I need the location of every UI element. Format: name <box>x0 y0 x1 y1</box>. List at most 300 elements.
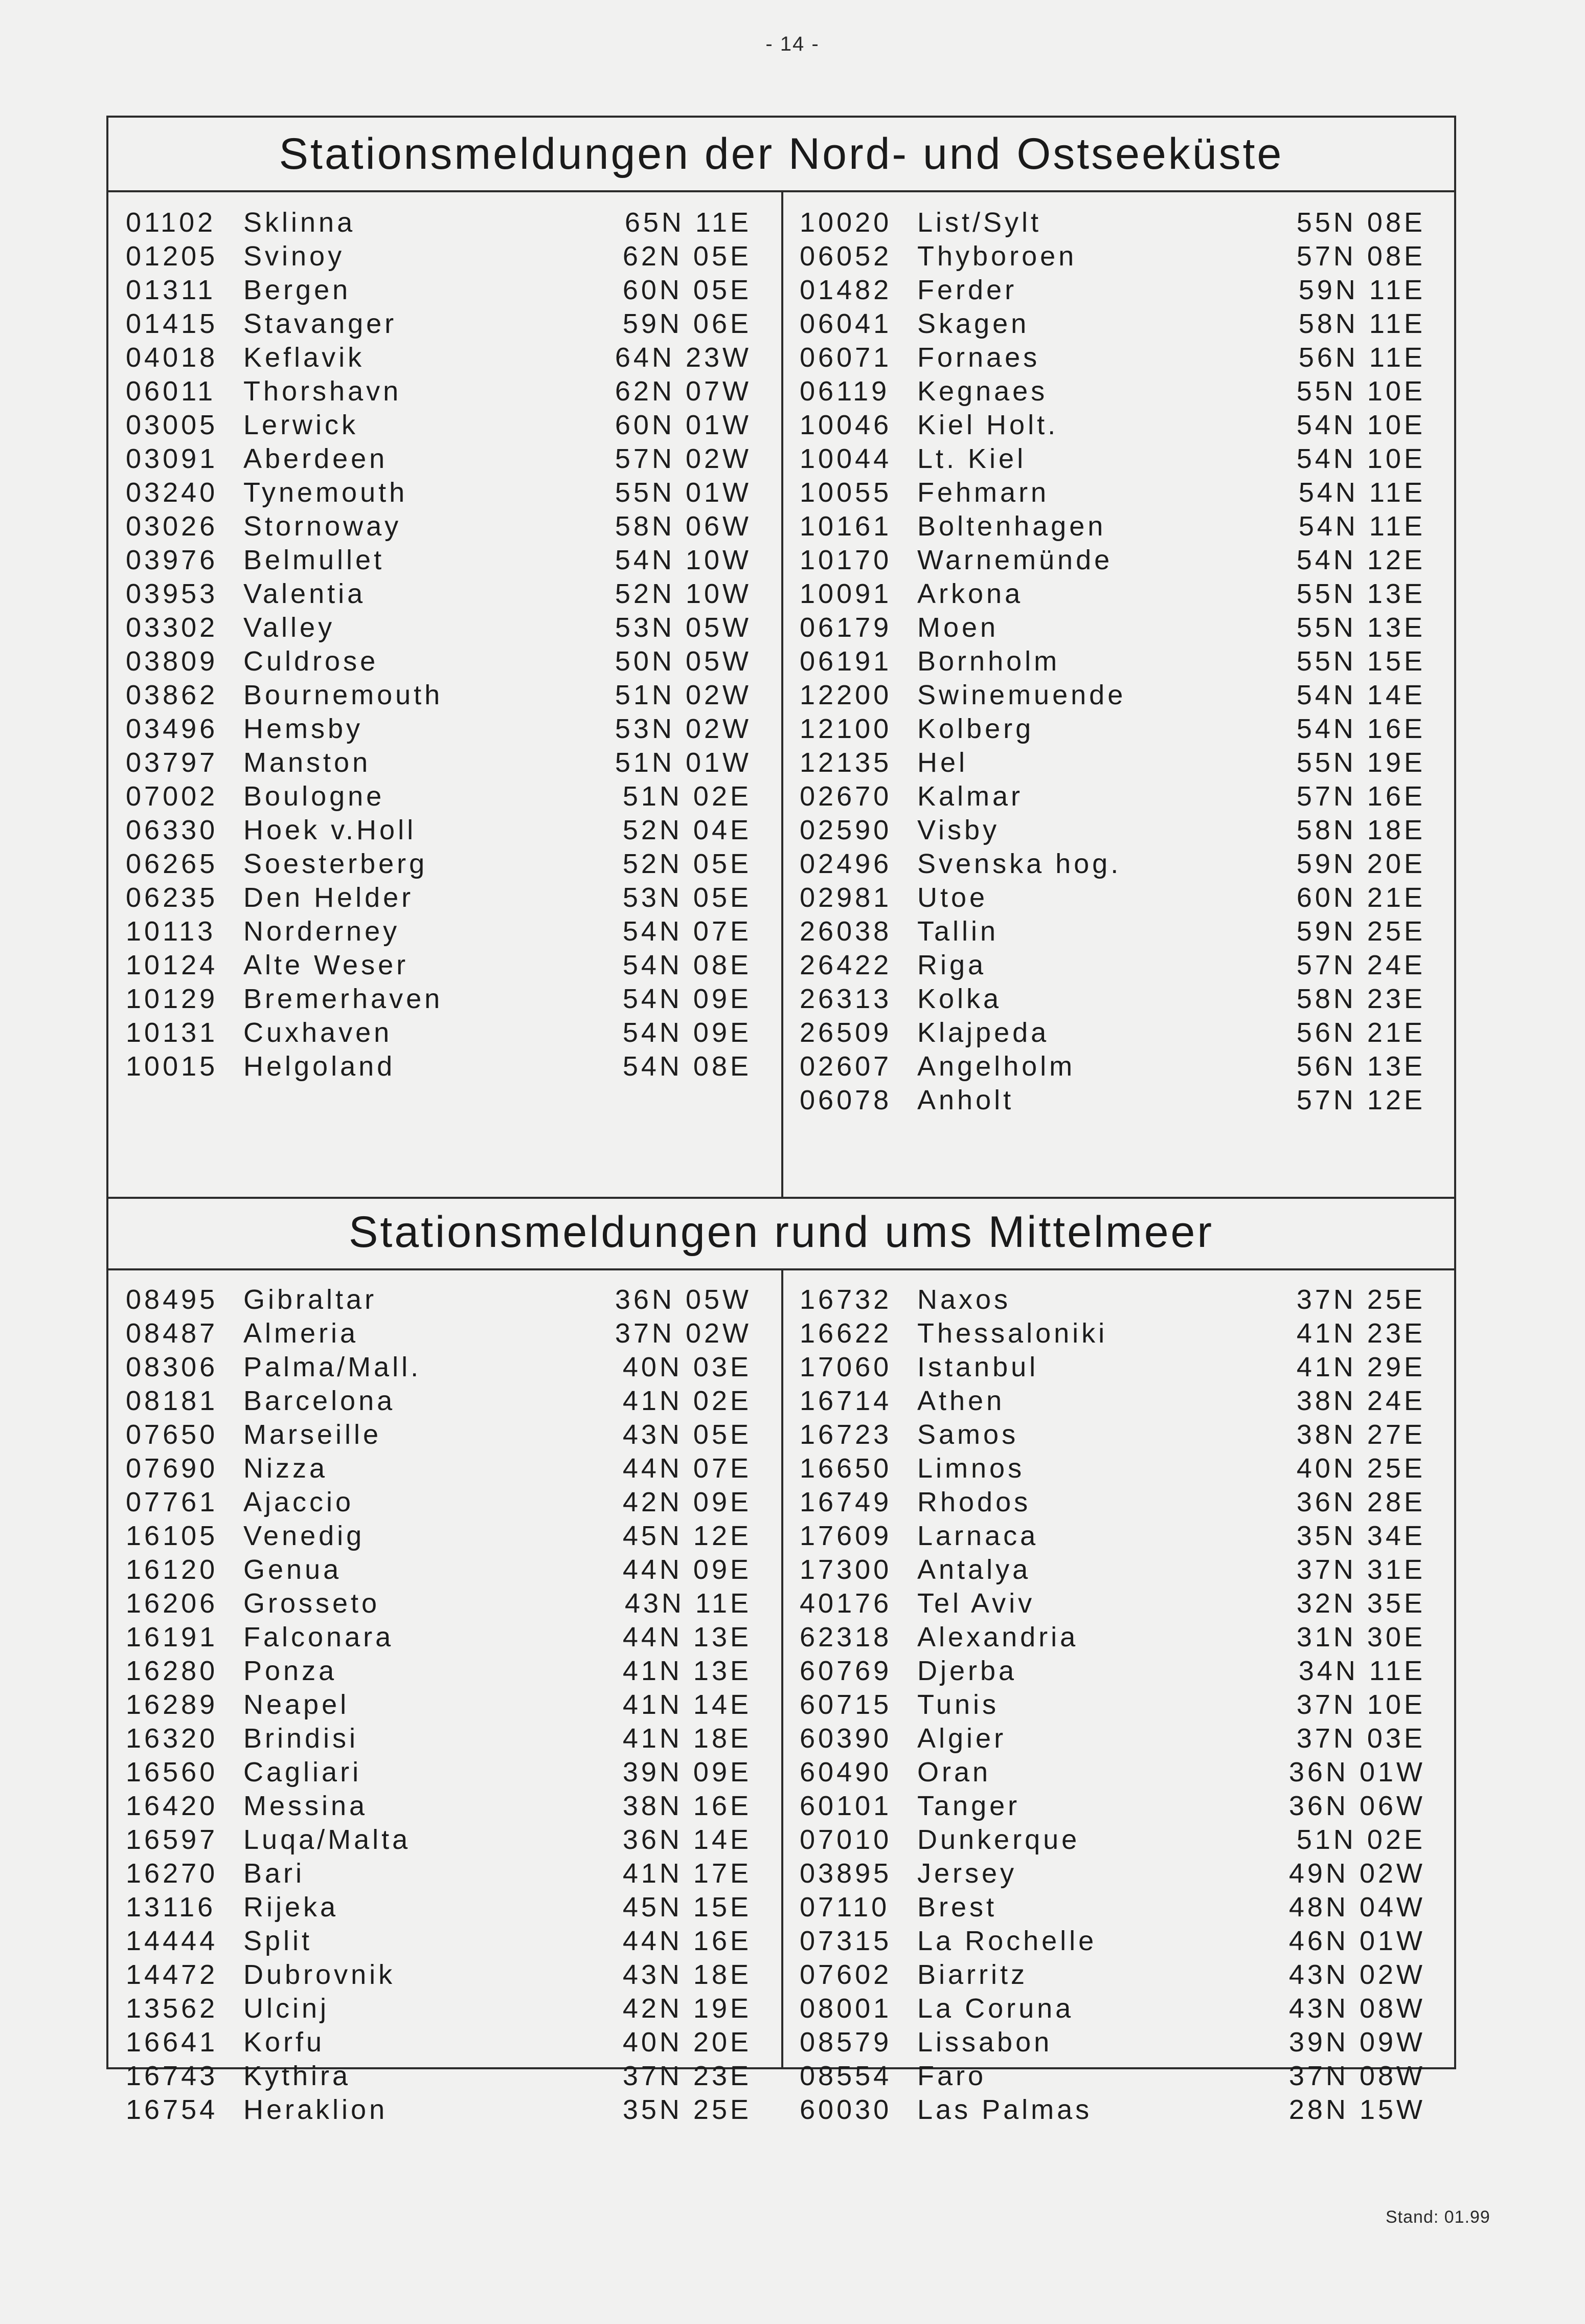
station-coordinates: 62N 07W <box>615 376 752 407</box>
station-code: 26509 <box>800 1017 892 1048</box>
station-coordinates: 37N 31E <box>1296 1554 1425 1585</box>
station-code: 17300 <box>800 1554 892 1585</box>
station-coordinates: 55N 08E <box>1296 207 1425 238</box>
station-name: Fehmarn <box>917 477 1050 508</box>
station-coordinates: 52N 04E <box>622 815 752 845</box>
station-code: 16714 <box>800 1386 892 1416</box>
station-coordinates: 34N 11E <box>1298 1656 1425 1686</box>
station-name: Hemsby <box>243 713 364 744</box>
station-row <box>108 779 773 813</box>
station-table-med-right <box>782 1283 1447 2127</box>
station-code: 17609 <box>800 1521 892 1551</box>
station-row <box>108 1688 773 1722</box>
station-coordinates: 56N 11E <box>1298 342 1425 373</box>
station-coordinates: 43N 05E <box>622 1419 752 1450</box>
station-code: 08554 <box>800 2061 892 2091</box>
station-code: 06119 <box>800 376 890 407</box>
station-name: Brest <box>917 1892 998 1923</box>
station-name: Moen <box>917 612 999 643</box>
station-coordinates: 58N 06W <box>615 511 752 542</box>
station-row <box>108 307 773 341</box>
station-row <box>108 644 773 678</box>
station-code: 14472 <box>126 1959 218 1990</box>
station-code: 06265 <box>126 848 218 879</box>
station-name: Visby <box>917 815 1000 845</box>
station-row <box>782 1755 1447 1789</box>
station-coordinates: 38N 16E <box>622 1791 752 1821</box>
station-row <box>782 1789 1447 1823</box>
station-name: Arkona <box>917 578 1024 609</box>
station-code: 07602 <box>800 1959 892 1990</box>
station-name: La Rochelle <box>917 1926 1097 1956</box>
station-row <box>782 948 1447 982</box>
station-code: 16320 <box>126 1723 218 1754</box>
station-row <box>108 1857 773 1890</box>
station-coordinates: 40N 03E <box>622 1352 752 1382</box>
station-name: Antalya <box>917 1554 1031 1585</box>
station-coordinates: 36N 14E <box>622 1824 752 1855</box>
station-row <box>782 442 1447 476</box>
station-name: Faro <box>917 2061 987 2091</box>
station-coordinates: 38N 24E <box>1296 1386 1425 1416</box>
station-name: Bergen <box>243 275 351 305</box>
station-coordinates: 41N 23E <box>1296 1318 1425 1349</box>
station-name: Korfu <box>243 2027 325 2058</box>
stations-frame <box>106 116 1456 2125</box>
station-code: 16280 <box>126 1656 218 1686</box>
station-row <box>782 982 1447 1016</box>
station-coordinates: 42N 19E <box>622 1993 752 2024</box>
station-row <box>782 1083 1447 1117</box>
station-name: Bari <box>243 1858 305 1889</box>
station-name: Manston <box>243 747 371 778</box>
station-coordinates: 41N 13E <box>622 1656 752 1686</box>
station-code: 08181 <box>126 1386 218 1416</box>
station-code: 13116 <box>126 1892 216 1923</box>
station-coordinates: 51N 02E <box>622 781 752 812</box>
station-row <box>108 206 773 239</box>
station-name: Helgoland <box>243 1051 396 1082</box>
station-name: Almeria <box>243 1318 359 1349</box>
station-code: 12100 <box>800 713 892 744</box>
station-code: 16105 <box>126 1521 218 1551</box>
station-code: 06011 <box>126 376 216 407</box>
station-code: 10170 <box>800 545 892 575</box>
station-code: 06191 <box>800 646 892 677</box>
station-name: Heraklion <box>243 2094 388 2125</box>
station-coordinates: 36N 28E <box>1296 1487 1425 1517</box>
station-name: Culdrose <box>243 646 379 677</box>
station-coordinates: 55N 13E <box>1296 578 1425 609</box>
station-code: 02496 <box>800 848 892 879</box>
station-code: 60490 <box>800 1757 892 1787</box>
station-row <box>782 307 1447 341</box>
station-name: Den Helder <box>243 882 414 913</box>
station-code: 62318 <box>800 1622 892 1652</box>
station-name: Neapel <box>243 1689 350 1720</box>
station-code: 10055 <box>800 477 892 508</box>
station-name: Lt. Kiel <box>917 443 1027 474</box>
station-code: 10044 <box>800 443 892 474</box>
station-coordinates: 37N 25E <box>1296 1284 1425 1315</box>
station-name: Las Palmas <box>917 2094 1093 2125</box>
station-name: Riga <box>917 950 987 980</box>
station-row <box>782 1823 1447 1857</box>
station-code: 10020 <box>800 207 892 238</box>
section-title-mediterranean: Stationsmeldungen rund ums Mittelmeer <box>349 1208 1214 1257</box>
station-row <box>782 1688 1447 1722</box>
station-coordinates: 44N 16E <box>622 1926 752 1956</box>
station-coordinates: 59N 20E <box>1296 848 1425 879</box>
station-coordinates: 55N 15E <box>1296 646 1425 677</box>
station-coordinates: 53N 05E <box>622 882 752 913</box>
station-name: Norderney <box>243 916 400 947</box>
station-code: 06235 <box>126 882 218 913</box>
station-code: 08487 <box>126 1318 218 1349</box>
station-row <box>108 442 773 476</box>
station-row <box>782 1384 1447 1418</box>
station-code: 16191 <box>126 1622 218 1652</box>
station-row <box>782 341 1447 374</box>
station-name: Cuxhaven <box>243 1017 393 1048</box>
station-code: 26422 <box>800 950 892 980</box>
station-row <box>782 1857 1447 1890</box>
station-name: Kalmar <box>917 781 1024 812</box>
station-name: Boulogne <box>243 781 385 812</box>
station-code: 04018 <box>126 342 218 373</box>
station-code: 16641 <box>126 2027 218 2058</box>
station-coordinates: 60N 21E <box>1296 882 1425 913</box>
station-code: 16754 <box>126 2094 218 2125</box>
station-code: 03953 <box>126 578 218 609</box>
station-row <box>108 982 773 1016</box>
station-code: 07690 <box>126 1453 218 1484</box>
station-row <box>782 1722 1447 1755</box>
station-name: Tanger <box>917 1791 1021 1821</box>
station-coordinates: 44N 07E <box>622 1453 752 1484</box>
station-name: Palma/Mall. <box>243 1352 422 1382</box>
station-row <box>782 2093 1447 2127</box>
station-coordinates: 44N 09E <box>622 1554 752 1585</box>
station-name: Alexandria <box>917 1622 1079 1652</box>
station-code: 60030 <box>800 2094 892 2125</box>
station-name: Rhodos <box>917 1487 1031 1517</box>
station-name: La Coruna <box>917 1993 1074 2024</box>
station-name: Brindisi <box>243 1723 359 1754</box>
station-row <box>782 1958 1447 1992</box>
station-row <box>108 1016 773 1049</box>
station-name: Valley <box>243 612 335 643</box>
station-code: 08495 <box>126 1284 218 1315</box>
station-code: 10046 <box>800 410 892 440</box>
station-name: Svenska hog. <box>917 848 1122 879</box>
station-coordinates: 55N 10E <box>1296 376 1425 407</box>
station-coordinates: 59N 06E <box>622 308 752 339</box>
station-name: Kythira <box>243 2061 351 2091</box>
station-row <box>782 543 1447 577</box>
station-coordinates: 31N 30E <box>1296 1622 1425 1652</box>
station-code: 16206 <box>126 1588 218 1619</box>
station-name: Utoe <box>917 882 988 913</box>
station-row <box>108 712 773 746</box>
station-row <box>782 1451 1447 1485</box>
station-coordinates: 28N 15W <box>1288 2094 1425 2125</box>
station-name: Lerwick <box>243 410 359 440</box>
station-row <box>108 1316 773 1350</box>
station-code: 02607 <box>800 1051 892 1082</box>
station-coordinates: 51N 02W <box>615 680 752 710</box>
station-name: Alte Weser <box>243 950 409 980</box>
station-code: 12200 <box>800 680 892 710</box>
station-name: Ferder <box>917 275 1017 305</box>
station-row <box>782 1418 1447 1451</box>
station-row <box>108 1418 773 1451</box>
station-code: 06041 <box>800 308 892 339</box>
station-row <box>782 1586 1447 1620</box>
station-code: 10131 <box>126 1017 218 1048</box>
station-row <box>108 1992 773 2025</box>
station-row <box>108 611 773 644</box>
station-row <box>782 1485 1447 1519</box>
station-name: Swinemuende <box>917 680 1126 710</box>
station-coordinates: 44N 13E <box>622 1622 752 1652</box>
station-coordinates: 37N 08W <box>1288 2061 1425 2091</box>
station-code: 60715 <box>800 1689 892 1720</box>
station-code: 07002 <box>126 781 218 812</box>
station-code: 02590 <box>800 815 892 845</box>
station-coordinates: 37N 02W <box>615 1318 752 1349</box>
station-name: Warnemünde <box>917 545 1113 575</box>
station-name: Ponza <box>243 1656 337 1686</box>
station-code: 06052 <box>800 241 892 272</box>
station-name: Oran <box>917 1757 991 1787</box>
station-row <box>782 1654 1447 1688</box>
station-coordinates: 54N 14E <box>1296 680 1425 710</box>
station-coordinates: 60N 01W <box>615 410 752 440</box>
station-row <box>782 1283 1447 1316</box>
station-row <box>108 273 773 307</box>
station-coordinates: 35N 34E <box>1296 1521 1425 1551</box>
station-name: Tel Aviv <box>917 1588 1035 1619</box>
page-number: - 14 - <box>765 33 820 55</box>
station-code: 16732 <box>800 1284 892 1315</box>
station-name: Tallin <box>917 916 999 947</box>
station-coordinates: 50N 05W <box>615 646 752 677</box>
station-row <box>108 1350 773 1384</box>
station-name: Svinoy <box>243 241 345 272</box>
station-coordinates: 57N 02W <box>615 443 752 474</box>
station-code: 26313 <box>800 984 892 1014</box>
station-name: Cagliari <box>243 1757 362 1787</box>
station-name: Stavanger <box>243 308 397 339</box>
station-code: 13562 <box>126 1993 218 2024</box>
station-coordinates: 58N 23E <box>1296 984 1425 1014</box>
station-code: 16743 <box>126 2061 218 2091</box>
station-code: 16749 <box>800 1487 892 1517</box>
station-row <box>108 1620 773 1654</box>
station-code: 03862 <box>126 680 218 710</box>
station-coordinates: 59N 25E <box>1296 916 1425 947</box>
station-name: Ajaccio <box>243 1487 354 1517</box>
station-coordinates: 39N 09W <box>1288 2027 1425 2058</box>
station-row <box>108 1823 773 1857</box>
station-name: Hoek v.Holl <box>243 815 417 845</box>
station-row <box>782 408 1447 442</box>
station-coordinates: 54N 10E <box>1296 443 1425 474</box>
station-code: 16270 <box>126 1858 218 1889</box>
station-coordinates: 43N 08W <box>1288 1993 1425 2024</box>
station-coordinates: 36N 05W <box>615 1284 752 1315</box>
station-row <box>108 239 773 273</box>
station-coordinates: 52N 10W <box>615 578 752 609</box>
station-code: 03797 <box>126 747 218 778</box>
station-coordinates: 43N 18E <box>622 1959 752 1990</box>
station-table-north-right <box>782 206 1447 1117</box>
station-coordinates: 40N 25E <box>1296 1453 1425 1484</box>
station-name: Valentia <box>243 578 366 609</box>
station-code: 03809 <box>126 646 218 677</box>
station-code: 10091 <box>800 578 892 609</box>
station-name: Istanbul <box>917 1352 1039 1382</box>
station-coordinates: 57N 08E <box>1296 241 1425 272</box>
station-name: Barcelona <box>243 1386 396 1416</box>
station-coordinates: 38N 27E <box>1296 1419 1425 1450</box>
station-code: 03496 <box>126 713 218 744</box>
station-name: Angelholm <box>917 1051 1076 1082</box>
station-row <box>782 678 1447 712</box>
station-code: 16622 <box>800 1318 892 1349</box>
station-code: 07315 <box>800 1926 892 1956</box>
station-code: 03302 <box>126 612 218 643</box>
station-row <box>108 476 773 509</box>
station-row <box>108 1384 773 1418</box>
station-row <box>782 1316 1447 1350</box>
station-row <box>108 1451 773 1485</box>
station-row <box>108 847 773 881</box>
station-coordinates: 58N 18E <box>1296 815 1425 845</box>
station-row <box>108 543 773 577</box>
station-name: Falconara <box>243 1622 394 1652</box>
station-coordinates: 54N 11E <box>1298 477 1425 508</box>
station-code: 60769 <box>800 1656 892 1686</box>
station-code: 03240 <box>126 477 218 508</box>
station-name: Klajpeda <box>917 1017 1050 1048</box>
station-row <box>108 374 773 408</box>
station-name: List/Sylt <box>917 207 1042 238</box>
station-coordinates: 46N 01W <box>1288 1926 1425 1956</box>
station-coordinates: 54N 10E <box>1296 410 1425 440</box>
station-coordinates: 43N 02W <box>1288 1959 1425 1990</box>
station-code: 10113 <box>126 916 216 947</box>
station-row <box>782 509 1447 543</box>
station-row <box>782 611 1447 644</box>
station-row <box>782 1620 1447 1654</box>
station-name: Genua <box>243 1554 342 1585</box>
station-coordinates: 54N 07E <box>622 916 752 947</box>
station-code: 01102 <box>126 207 216 238</box>
station-name: Skagen <box>917 308 1030 339</box>
station-name: Bornholm <box>917 646 1060 677</box>
station-coordinates: 56N 13E <box>1296 1051 1425 1082</box>
station-code: 06179 <box>800 612 892 643</box>
station-table-med-left <box>108 1283 773 2127</box>
station-code: 07010 <box>800 1824 892 1855</box>
station-coordinates: 54N 12E <box>1296 545 1425 575</box>
station-row <box>782 2059 1447 2093</box>
station-name: Dubrovnik <box>243 1959 396 1990</box>
station-row <box>108 341 773 374</box>
section-title-north-baltic: Stationsmeldungen der Nord- und Ostseeküste <box>279 129 1284 178</box>
station-row <box>108 408 773 442</box>
station-row <box>108 914 773 948</box>
station-coordinates: 45N 12E <box>622 1521 752 1551</box>
station-coordinates: 55N 01W <box>615 477 752 508</box>
station-code: 08001 <box>800 1993 892 2024</box>
station-name: Kegnaes <box>917 376 1048 407</box>
station-row <box>782 1992 1447 2025</box>
station-row <box>782 813 1447 847</box>
station-name: Hel <box>917 747 968 778</box>
station-name: Thorshavn <box>243 376 402 407</box>
station-code: 06330 <box>126 815 218 845</box>
station-row <box>782 914 1447 948</box>
station-name: Ulcinj <box>243 1993 330 2024</box>
station-coordinates: 37N 10E <box>1296 1689 1425 1720</box>
station-table-north-left <box>108 206 773 1083</box>
station-name: Jersey <box>917 1858 1017 1889</box>
station-code: 06078 <box>800 1085 892 1115</box>
station-row <box>782 239 1447 273</box>
station-code: 07761 <box>126 1487 218 1517</box>
station-name: Stornoway <box>243 511 402 542</box>
station-coordinates: 53N 02W <box>615 713 752 744</box>
station-name: Split <box>243 1926 313 1956</box>
station-code: 01415 <box>126 308 218 339</box>
station-coordinates: 40N 20E <box>622 2027 752 2058</box>
station-name: Aberdeen <box>243 443 388 474</box>
station-coordinates: 52N 05E <box>622 848 752 879</box>
station-coordinates: 56N 21E <box>1296 1017 1425 1048</box>
station-coordinates: 36N 06W <box>1288 1791 1425 1821</box>
station-code: 10124 <box>126 950 218 980</box>
station-name: Fornaes <box>917 342 1040 373</box>
station-row <box>782 2025 1447 2059</box>
station-row <box>108 509 773 543</box>
station-coordinates: 32N 35E <box>1296 1588 1425 1619</box>
station-name: Tynemouth <box>243 477 408 508</box>
station-coordinates: 54N 09E <box>622 1017 752 1048</box>
station-code: 07650 <box>126 1419 218 1450</box>
station-code: 26038 <box>800 916 892 947</box>
station-row <box>108 1789 773 1823</box>
station-code: 07110 <box>800 1892 890 1923</box>
station-row <box>108 2093 773 2127</box>
station-code: 16597 <box>126 1824 218 1855</box>
station-code: 03976 <box>126 545 218 575</box>
station-row <box>782 644 1447 678</box>
station-code: 01205 <box>126 241 218 272</box>
station-row <box>782 1519 1447 1553</box>
station-row <box>108 1654 773 1688</box>
station-row <box>782 374 1447 408</box>
station-row <box>782 577 1447 611</box>
station-code: 08306 <box>126 1352 218 1382</box>
station-coordinates: 45N 15E <box>622 1892 752 1923</box>
station-name: Athen <box>917 1386 1005 1416</box>
divider <box>108 1197 1454 1199</box>
station-name: Nizza <box>243 1453 328 1484</box>
station-row <box>108 948 773 982</box>
